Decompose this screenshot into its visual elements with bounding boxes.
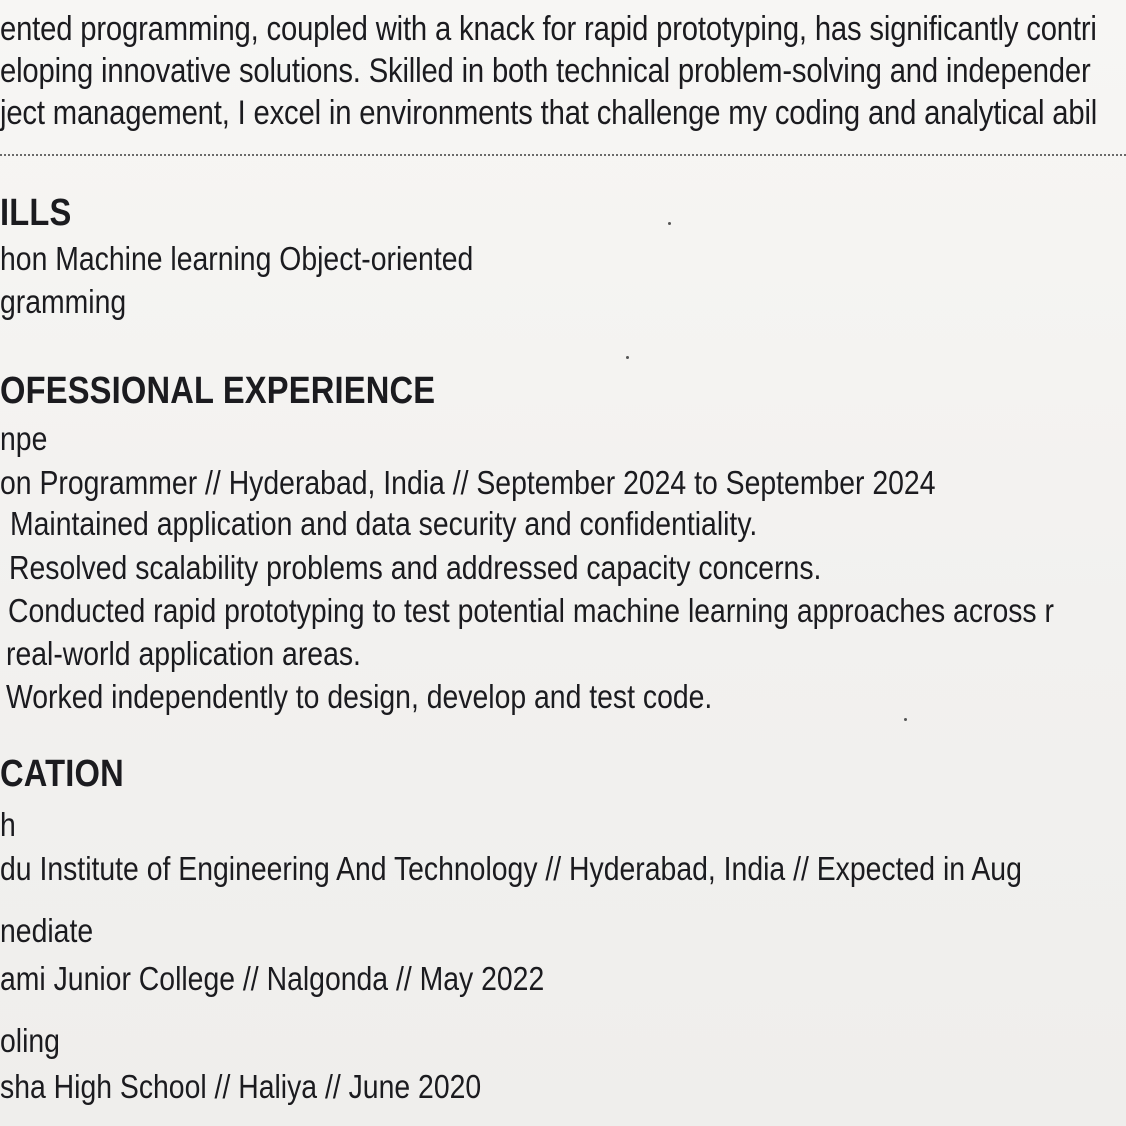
experience-heading: OFESSIONAL EXPERIENCE <box>0 370 436 412</box>
education-degree: nediate <box>0 912 94 949</box>
experience-company: npe <box>0 420 48 457</box>
scan-speck <box>626 356 629 359</box>
experience-role-line: on Programmer // Hyderabad, India // September 2024 to September 2024 <box>0 464 936 501</box>
education-detail: sha High School // Haliya // June 2020 <box>0 1068 482 1105</box>
education-detail: du Institute of Engineering And Technology // Hyderabad, India // Expected in Aug <box>0 850 1022 887</box>
experience-bullet: Resolved scalability problems and addressed capacity concerns. <box>9 549 822 586</box>
section-divider <box>0 154 1126 156</box>
education-heading: CATION <box>0 753 124 795</box>
experience-bullet: Maintained application and data security and confidentiality. <box>10 505 758 542</box>
scan-speck <box>668 222 671 225</box>
summary-line: ject management, I excel in environments that challenge my coding and analytical abil <box>0 94 1098 132</box>
education-degree: oling <box>0 1022 60 1059</box>
experience-bullet: Conducted rapid prototyping to test potential machine learning approaches across r <box>8 592 1054 629</box>
experience-bullet-continuation: real-world application areas. <box>6 635 361 672</box>
summary-line: eloping innovative solutions. Skilled in both technical problem-solving and independer <box>0 52 1091 90</box>
scan-speck <box>904 718 907 721</box>
skills-heading: ILLS <box>0 192 72 234</box>
experience-bullet: Worked independently to design, develop and test code. <box>6 678 713 715</box>
education-detail: ami Junior College // Nalgonda // May 2022 <box>0 960 545 997</box>
skills-line: gramming <box>0 283 127 320</box>
skills-line: hon Machine learning Object-oriented <box>0 240 474 277</box>
education-degree: h <box>0 806 16 843</box>
summary-line: ented programming, coupled with a knack for rapid prototyping, has significantly contri <box>0 10 1097 48</box>
